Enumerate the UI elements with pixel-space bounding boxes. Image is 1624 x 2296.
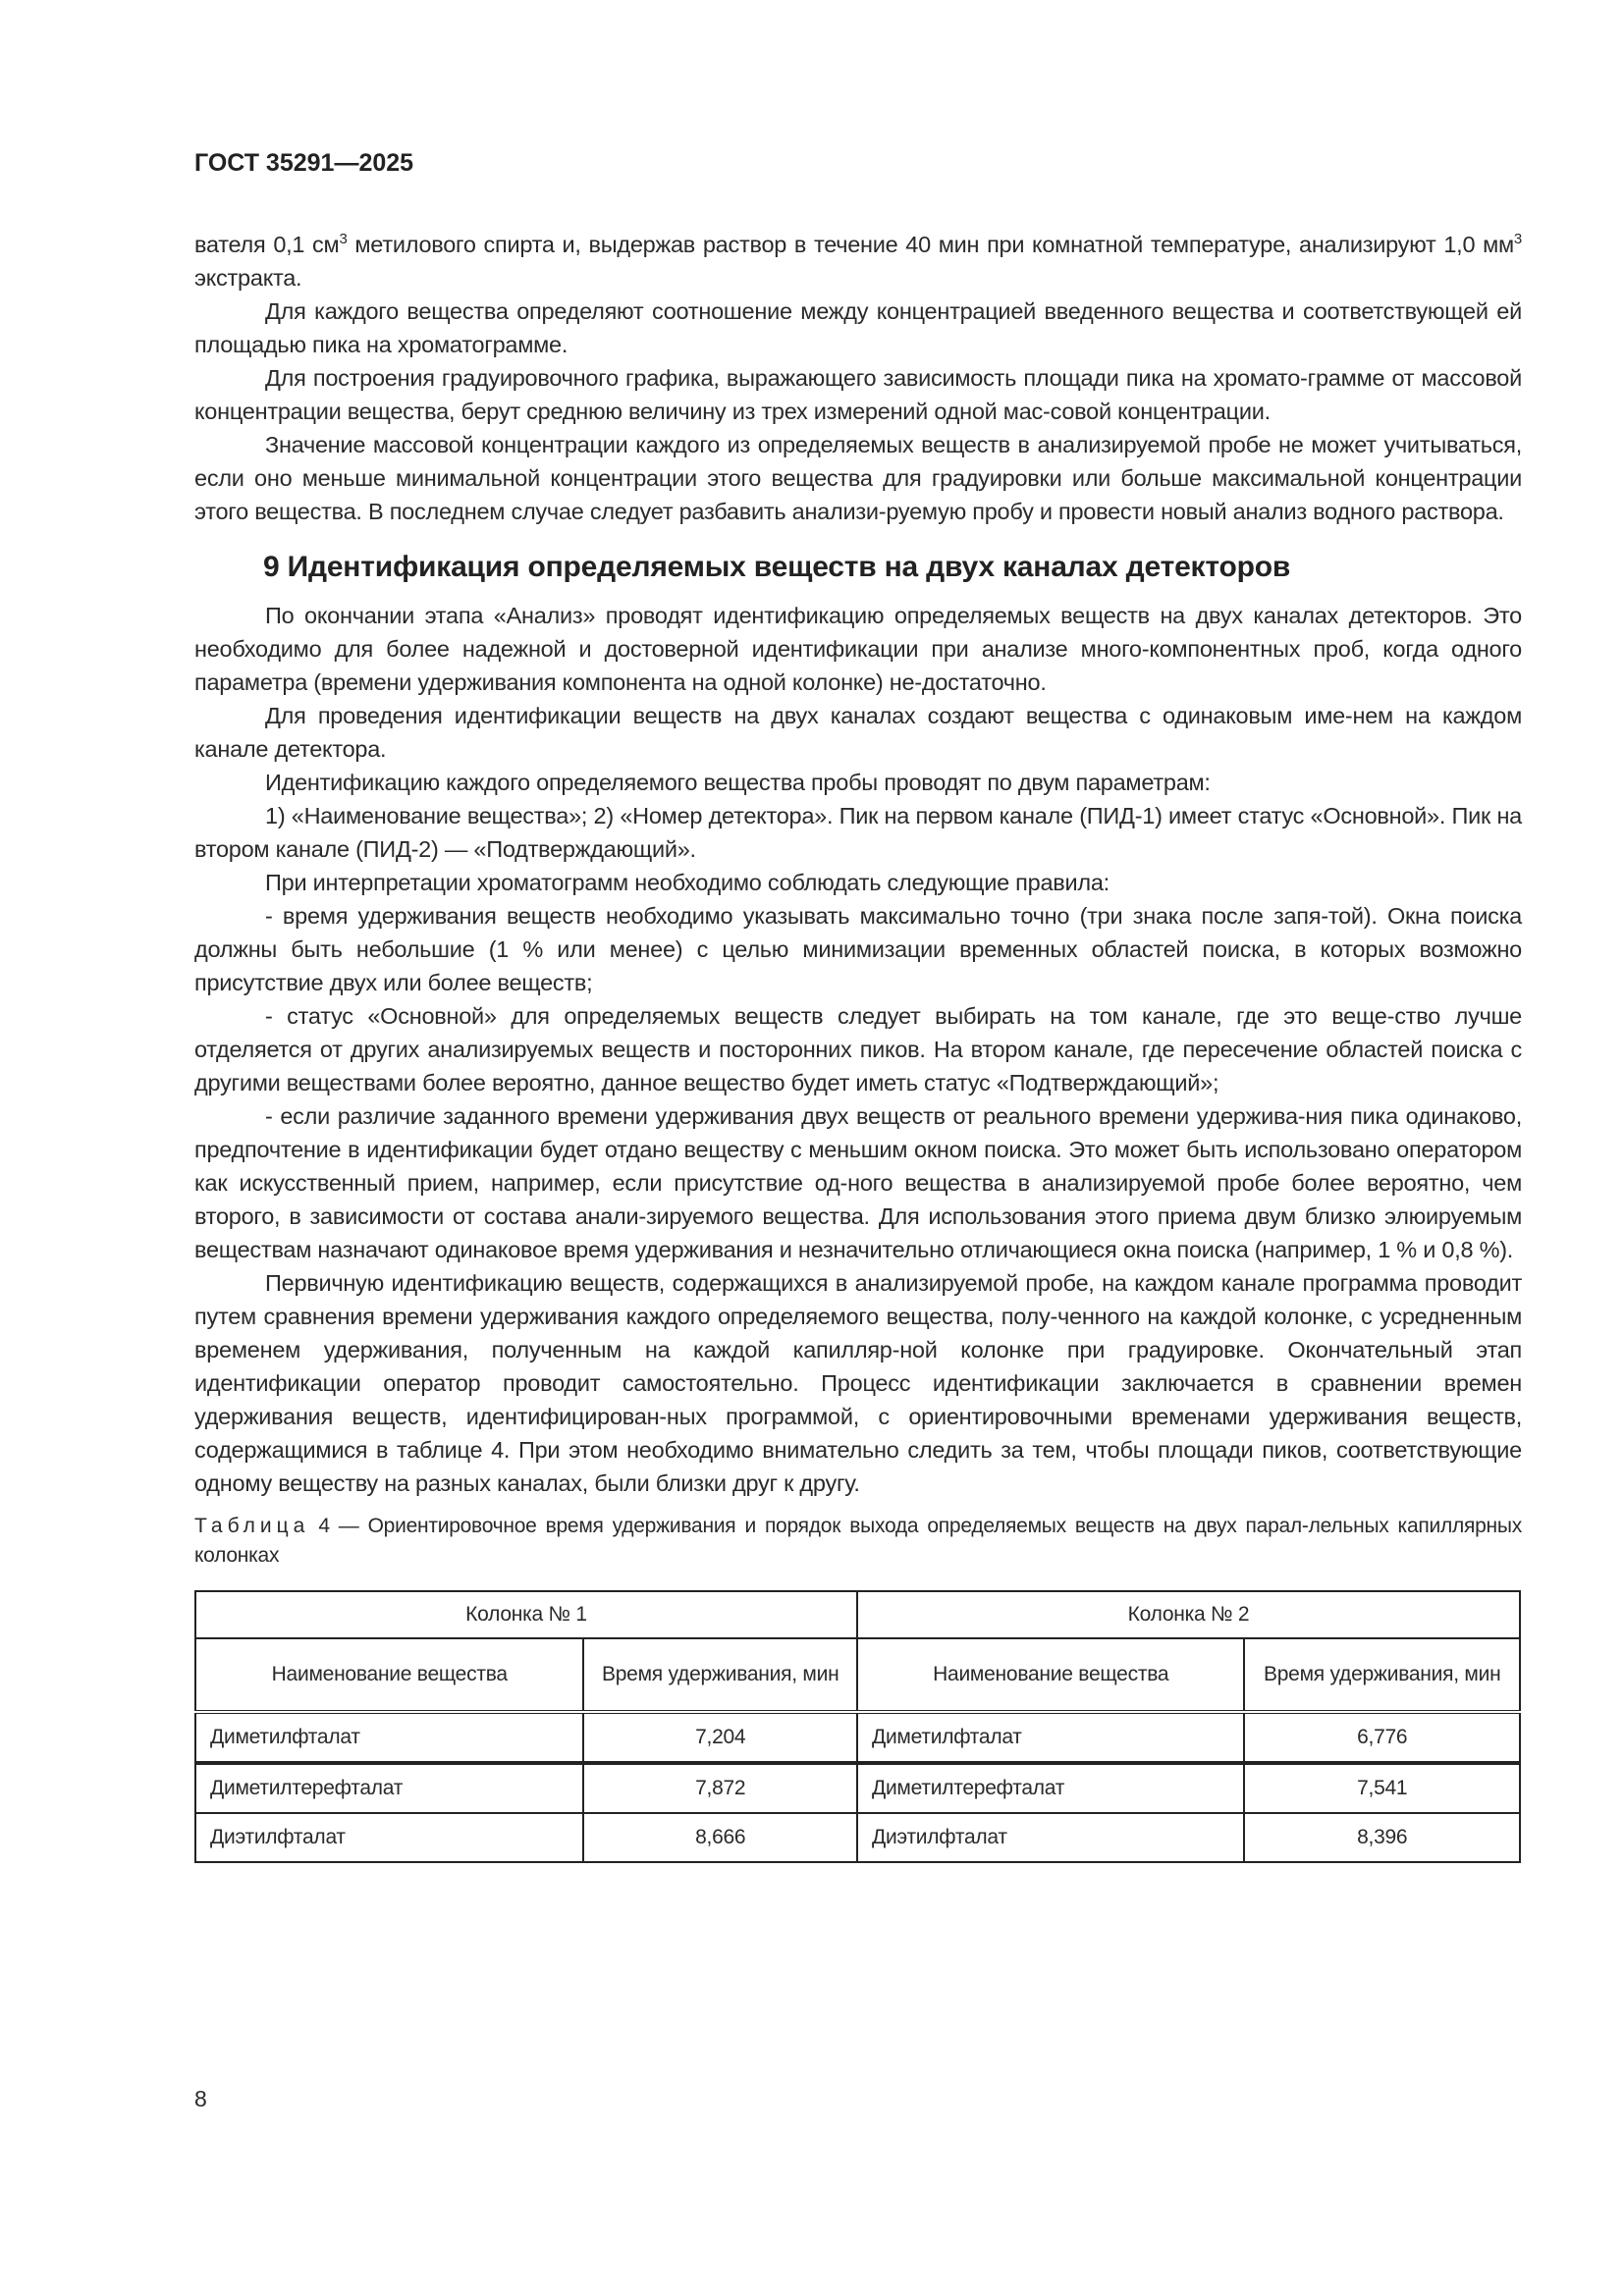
paragraph: Первичную идентификацию веществ, содержащихся в анализируемой пробе, на каждом канале программа проводит путем сравнения времени удерживания каждого определяемого вещества, полу-ченного на каждой колонке, с усредненным временем удерживания, полученным на каждой капилляр-ной колонке при градуировке. Окончательный этап идентификации оператор проводит самостоятельно. Процесс идентификации заключается в сравнении времен удерживания веществ, идентифицирован-ных программой, с ориентировочными временами удерживания веществ, содержащимися в таблице 4. При этом необходимо внимательно следить за тем, чтобы площади пиков, соответствующие одному веществу на разных каналах, были близки друг к другу. bbox=[194, 1270, 1522, 1496]
text: метилового спирта и, выдержав раствор в течение 40 мин при комнатной температуре, анализируют 1,0 мм bbox=[347, 232, 1514, 257]
table-row bbox=[195, 1712, 1520, 1763]
cell: Диметилтерефталат bbox=[857, 1763, 1244, 1813]
column-header: Наименование вещества bbox=[857, 1638, 1244, 1712]
table-group-header-row bbox=[195, 1591, 1520, 1638]
cell: Диэтилфталат bbox=[857, 1813, 1244, 1862]
list-item: - если различие заданного времени удерживания двух веществ от реального времени удержива-ния пика одинаково, предпочтение в идентификации будет отдано веществу с меньшим окном поиска. Это может быть использовано оператором как искусственный прием, например, если присутствие од-ного вещества в анализируемой пробе более вероятно, чем второго, в зависимости от состава анали-зируемого вещества. Для использования этого приема двум близко элюируемым веществам назначают одинаковое время удерживания и незначительно отличающиеся окна поиска (например, 1 % и 0,8 %). bbox=[194, 1103, 1522, 1262]
cell: 7,204 bbox=[583, 1712, 857, 1763]
group-header: Колонка № 2 bbox=[857, 1591, 1520, 1638]
paragraph: Для каждого вещества определяют соотношение между концентрацией введенного вещества и соответствующей ей площадью пика на хроматограмме. bbox=[194, 298, 1522, 357]
paragraph: 1) «Наименование вещества»; 2) «Номер детектора». Пик на первом канале (ПИД-1) имеет статус «Основной». Пик на втором канале (ПИД-2) — «Подтверждающий». bbox=[194, 803, 1522, 862]
table-row bbox=[195, 1763, 1520, 1813]
cell: 8,396 bbox=[1244, 1813, 1520, 1862]
column-header: Наименование вещества bbox=[195, 1638, 583, 1712]
superscript: 3 bbox=[1513, 231, 1522, 248]
list-item: - статус «Основной» для определяемых веществ следует выбирать на том канале, где это веще-ство лучше отделяется от других анализируемых веществ и посторонних пиков. На втором канале, где пересечение областей поиска с другими веществами более вероятно, данное вещество будет иметь статус «Подтверждающий»; bbox=[194, 1003, 1522, 1095]
cell: 7,872 bbox=[583, 1763, 857, 1813]
cell: 8,666 bbox=[583, 1813, 857, 1862]
cell: 6,776 bbox=[1244, 1712, 1520, 1763]
text: вателя 0,1 см bbox=[194, 232, 340, 257]
section-heading: 9 Идентификация определяемых веществ на двух каналах детекторов bbox=[263, 551, 1291, 583]
table-caption-text: 4 — Ориентировочное время удерживания и порядок выхода определяемых веществ на двух парал-лельных капиллярных колонках bbox=[194, 1515, 1522, 1567]
superscript: 3 bbox=[339, 231, 348, 248]
table-header-row bbox=[195, 1638, 1520, 1712]
paragraph bbox=[194, 228, 1522, 294]
column-header: Время удерживания, мин bbox=[1244, 1638, 1520, 1712]
cell: Диэтилфталат bbox=[195, 1813, 583, 1862]
text: экстракта. bbox=[194, 265, 302, 291]
paragraph: Идентификацию каждого определяемого вещества пробы проводят по двум параметрам: bbox=[265, 770, 1211, 795]
paragraph: По окончании этапа «Анализ» проводят идентификацию определяемых веществ на двух каналах детекторов. Это необходимо для более надежной и достоверной идентификации при анализе много-компонентных проб, когда одного параметра (времени удерживания компонента на одной колонке) не-достаточно. bbox=[194, 603, 1522, 695]
cell: Диметилфталат bbox=[195, 1712, 583, 1763]
paragraph: Для проведения идентификации веществ на двух каналах создают вещества с одинаковым име-нем на каждом канале детектора. bbox=[194, 703, 1522, 762]
paragraph: При интерпретации хроматограмм необходимо соблюдать следующие правила: bbox=[265, 870, 1110, 895]
cell: Диметилтерефталат bbox=[195, 1763, 583, 1813]
list-item: - время удерживания веществ необходимо указывать максимально точно (три знака после запя-той). Окна поиска должны быть небольшие (1 % или менее) с целью минимизации временных областей поиска, в которых возможно присутствие двух или более веществ; bbox=[194, 903, 1522, 995]
paragraph: Для построения градуировочного графика, выражающего зависимость площади пика на хромато-грамме от массовой концентрации вещества, берут среднюю величину из трех измерений одной мас-совой концентрации. bbox=[194, 365, 1522, 424]
table-row bbox=[195, 1813, 1520, 1862]
document-body bbox=[194, 228, 1522, 1863]
paragraph: Значение массовой концентрации каждого из определяемых веществ в анализируемой пробе не может учитываться, если оно меньше минимальной концентрации этого вещества для градуировки или больше максимальной концентрации этого вещества. В последнем случае следует разбавить анализи-руемую пробу и провести новый анализ водного раствора. bbox=[194, 432, 1522, 524]
table-caption-label: Таблица bbox=[194, 1515, 310, 1537]
cell: 7,541 bbox=[1244, 1763, 1520, 1813]
column-header: Время удерживания, мин bbox=[583, 1638, 857, 1712]
table-caption bbox=[194, 1512, 1522, 1571]
page-number: 8 bbox=[194, 2086, 207, 2111]
document-header: ГОСТ 35291—2025 bbox=[194, 149, 414, 177]
group-header: Колонка № 1 bbox=[195, 1591, 857, 1638]
cell: Диметилфталат bbox=[857, 1712, 1244, 1763]
retention-time-table bbox=[194, 1590, 1521, 1863]
